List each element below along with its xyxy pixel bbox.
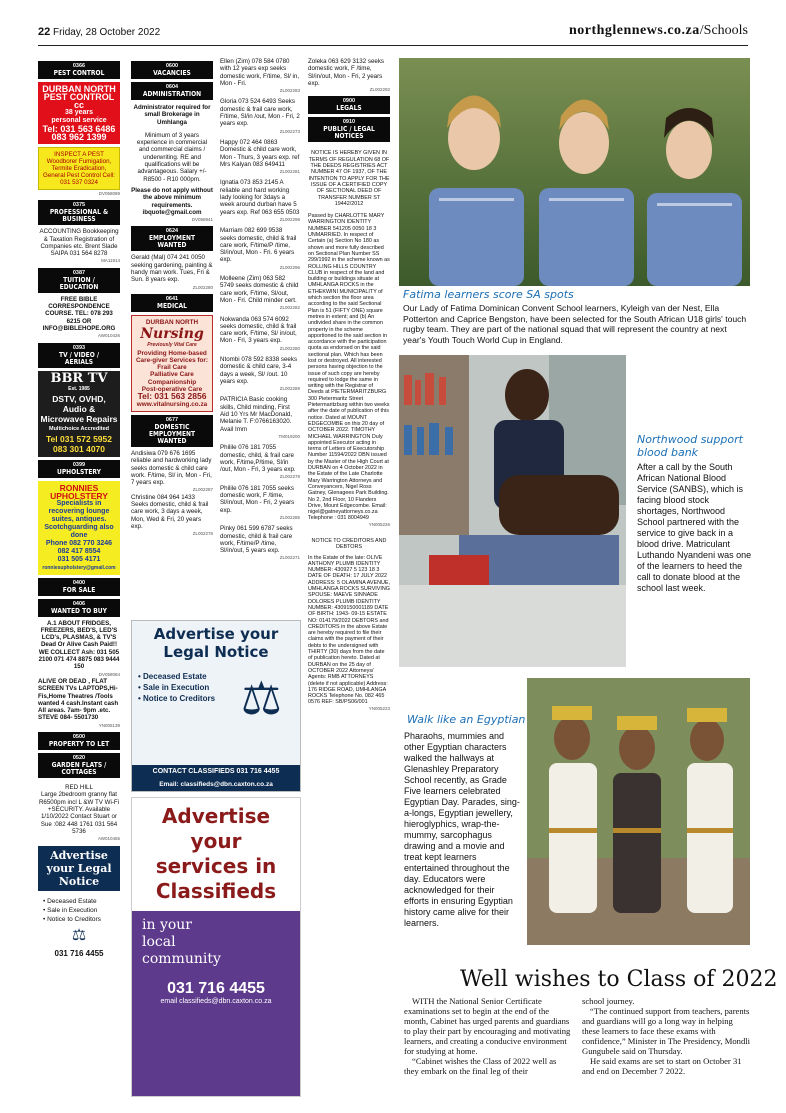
scales-of-justice-icon: ⚖	[240, 672, 282, 724]
durban-north-pest-ad: DURBAN NORTH PEST CONTROL cc 38 years personal service Tel: 031 563 6486 083 962 1399	[38, 82, 120, 144]
well-wishes-headline: Well wishes to Class of 2022	[460, 967, 778, 992]
ad-ref: ZL002287	[192, 487, 213, 493]
zoleka-ad: Zoleka 063 629 3132 seeks domestic work, F /time, Sl/in/out, Mon - Fri, 2 years exp.	[308, 58, 385, 87]
ad-ref: AW010455	[97, 836, 120, 842]
legal-item: • Sale in Execution	[43, 907, 98, 915]
classified-entry: Happy 072 464 0863 Domestic & child care work, Mon - Thurs, 3 years exp. ref Mrs Kalyan 083 649411 ZL002281	[220, 138, 300, 175]
category-upholstery: 0399 UPHOLSTERY	[38, 460, 120, 478]
deed-notice-heading: NOTICE IS HEREBY GIVEN IN TERMS OF REGULATION 68 OF THE DEEDS REGISTRIES ACT NUMBER 47 OF 1937, OF THE INTENTION TO APPLY FOR THE ISSUE OF A CERTIFIED COPY OF SECTIONAL DEED OF TRANSFER NUMBER ST 19442/2012	[308, 150, 390, 207]
accounting-ad: ACCOUNTING Bookkeeping & Taxation Registration of Companies etc. Brent Slade SAIPA 031 564 8278	[39, 228, 119, 258]
egyptian-day-photo	[527, 678, 750, 945]
ad-ref: ZL002276	[192, 531, 213, 537]
ad-ref: YN005223	[368, 705, 390, 711]
category-garden-flats: 0520 GARDEN FLATS / COTTAGES	[38, 753, 120, 778]
category-pest-control: 0366 PEST CONTROL	[38, 61, 120, 79]
classifieds-col-1	[38, 58, 120, 1110]
legal-notice-small-ad: Advertise your Legal Notice • Deceased Estate • Sale in Execution • Notice to Creditors ⚖ 031 716 4455	[38, 846, 120, 957]
category-for-sale: 0400 FOR SALE	[38, 578, 120, 596]
bbr-tv-ad: BBR TV Est. 1985 DSTV, OVHD, Audio & Microwave Repairs Multichoice Accredited Tel 031 572 5952 083 301 4070	[38, 371, 120, 457]
masthead: northglennews.co.za/Schools	[568, 23, 748, 38]
creditors-notice-body: In the Estate of the late: OLIVE ANTHONY PLUMB IDENTITY NUMBER: 430927 5 123 18 3 DATE OF DEATH: 17 JULY 2022 ADDRESS: 5 OLAMINA AVENUE, UMHLANGA ROCKS SURVIVING SPOUSE: MAEVE SINNADE DOLORES PLUMB IDENTITY NUMBER: 4309150001189 DATE OF BIRTH: 1943- 09-15 ESTATE NO: 014179/2022 DEBTORS and CREDITORS in the above Estate are hereby required to file their claims with the payment of their debts to the undersigned with THIRTY (30) days from the date of publication hereto. Dated at DURBAN on the 25 day of OCTOBER 2022 Attorneys/ Agents: RMB ATTORNEYS (delete if not applicable) Address: 176 RIDGE ROAD, UMHLANGA ROCKS Telephone No. 082 465 0576 REF: SB/PS06/001	[308, 554, 390, 706]
legal-item: • Notice to Creditors	[43, 916, 101, 924]
deed-notice-body: Passed by CHARLOTTE MARY WARRINGTON IDENTITY NUMBER 541205 0050 18 3 UNMARRIED. In respect of Certain (a) Section No 180 as shown and more fully described on Sectional Plan Number SS 299/1992 in the scheme known as ROLLING HILLS COUNTRY CLUB in respect of the land and building or buildings situate at UMHLANGA ROCKS in the ETHEKWINI MUNICIPALITY of which section the floor area according to the said Sectional Plan is 51 (FIFTY ONE) square metres in extent; and (b) An undivided share in the common property in the scheme apportioned to the said section in accordance with the participation quota as endorsed on the said sectional plan. Which has been lost or destroyed. All interested persons having objection to the issue of such copy are hereby required to lodge the same in writing with the Registrar of Deeds at PIETERMARITZBURG 300 Pietermaritz Street Pietermaritzburg within two weeks after the date of publication of this notice. Dated at MOUNT EDGECOMBE on this 20 day of OCTOBER 2022. TIMOTHY MICHAEL WARRINGTON Duly appointed Executor acting in terms of Letters of Executorship Number 11594/2022 DBN issued by the Master of the High Court at DURBAN on 4 October 2022 in the Estate of the Late Charlotte Mary Warrington Attorneys and Conveyancers, Nigel Ross Gatney, Glenagees Park Building. No 2, 2nd Floor, 10 Flanders Drive, Mount Edgecombe. Email: nigel@gatneyattorneys.co.za Telephone : 031 8004949	[308, 213, 390, 522]
red-hill-heading: RED HILL	[65, 784, 93, 792]
classifieds-col-2	[131, 58, 213, 618]
ad-ref: DV058084	[98, 671, 120, 677]
category-to-let: 0500 PROPERTY TO LET	[38, 732, 120, 750]
ad-ref: DV058089	[98, 191, 120, 196]
category-legals: 0900 LEGALS	[308, 96, 390, 114]
ad-ref: DV058941	[191, 217, 213, 223]
classified-entry: Pinky 061 599 6787 seeks domestic, child & frail care work, F/time/P /time, Sl/in/out, 5 years exp. ZL002271	[220, 525, 300, 561]
page-header	[38, 20, 748, 46]
fatima-learners-photo	[399, 58, 750, 286]
alive-or-dead-ad: ALIVE OR DEAD , FLAT SCREEN TVs LAPTOPS,Hi-Fis,Home Theatres /Tools wanted 4 cash.Instant cash All areas. 7am- 9pm .etc. STEVE 084- 5501730	[38, 677, 119, 722]
classified-entry: Nokwanda 063 574 6092 seeks domestic, child & frail care work, F/time, Sl/ in/out, Mon - Fri, 3 years exp. ZL002280	[220, 315, 300, 351]
page-info: 22 Friday, 28 October 2022	[38, 26, 161, 38]
inspect-a-pest-ad: INSPECT A PEST Woodborer Fumigation, Termite Eradication, General Pest Control Cell: 031 537 0324	[38, 147, 120, 190]
admin-vacancy-body: Minimum of 3 years experience in commercial and commercial claims / underwriting. RE and qualifications will be advantageous. Salary +/- R8500 - R10 000pm.	[136, 131, 208, 183]
category-wanted: 0406 WANTED TO BUY	[38, 599, 120, 617]
admin-vacancy-note: Please do not apply without the above minimum requirements. ibquote@gmail.com	[131, 186, 213, 216]
legal-item: • Deceased Estate	[43, 898, 97, 906]
classified-entry: Gloria 073 524 6493 Seeks domestic & frail care work, F/time, Sl/in /out, Mon - Fri, 2 years exp. ZL002273	[220, 98, 300, 134]
category-vacancies: 0600 VACANCIES	[131, 61, 213, 79]
creditors-notice-title: NOTICE TO CREDITORS AND DEBTORS	[311, 538, 387, 551]
egyptian-caption: Walk like an Egyptian	[407, 713, 526, 726]
ad-ref: YN005139	[98, 722, 120, 728]
ad-ref: MA11914	[101, 258, 120, 264]
category-tuition: 0387 TUITION / EDUCATION	[38, 268, 120, 293]
category-administration: 0604 ADMINISTRATION	[131, 82, 213, 100]
classified-entry: Molleene (Zim) 063 582 5749 seeks domestic & child care work, F/time, Sl/out, Mon - Fri. Child minder cert. ZL002282	[220, 275, 300, 311]
northwood-story: After a call by the South African National Blood Service (SANBS), which is facing blood stock shortages, Northwood School partnered with the service to give back in a blood drive. Matriculant Luthando Nyandeni was one of the learners to heed the call to donate blood at the school last week.	[637, 462, 752, 593]
fatima-caption: Fatima learners score SA spots	[403, 288, 574, 301]
gerald-ad: Gerald (Mal) 074 241 0050 seeking gardening, painting & handy man work. Tues, Fri & Sun. 8 years exp.	[131, 254, 213, 284]
northwood-caption: Northwood support blood bank	[637, 433, 743, 459]
ad-ref: AW010426	[97, 333, 120, 339]
category-medical: 0641 MEDICAL	[131, 294, 213, 312]
classified-entry: Ignatia 073 853 2145 A reliable and hard working lady looking for 3days a week around durban have 5 years exp. Ref 063 655 0503 ZL002298	[220, 179, 300, 222]
advertise-classifieds-ad: Advertise your services in Classifieds in your local community 031 716 4455 email classifieds@dbn.caxton.co.za	[131, 797, 301, 1097]
category-domestic-wanted: 0677 DOMESTIC EMPLOYMENT WANTED	[131, 415, 213, 447]
well-wishes-col-1: WITH the National Senior Certificate examinations set to begin at the end of the month, Cabinet has urged parents and guardians to play their part by encouraging and motivating learners, and creating a conducive environment for studying at home. “Cabinet wishes the Class of 2022 well as they embark on the final leg of their	[404, 996, 571, 1076]
andisiwa-ad: Andisiwa 079 676 1695 reliable and hardworking lady seeks domestic & child care work. F/time, Sl/ in, Mon - Fri, 7 years exp.	[131, 449, 212, 487]
ad-ref: ZL002280	[192, 284, 213, 290]
category-professional: 0375 PROFESSIONAL & BUSINESS	[38, 200, 120, 225]
classified-entry: PATRICIA Basic cooking skills, Child minding, First Aid 10 Yrs Mr MacDonald, Melanie T. F:0766163020. Avail Imm TM019200	[220, 396, 300, 439]
legal-item: • Sale in Execution	[138, 683, 210, 692]
classifieds-col-3	[220, 58, 300, 618]
classified-entry: Philile 076 181 7055 domestic, child, & frail care work, F/time,P/time, Sl/in /out, Mon - Fri, 3 years exp. ZL002278	[220, 444, 300, 480]
classified-entry: Ntombi 078 592 8338 seeks domestic & child care, 3-4 days a week, Sl/ /out. 10 years exp. ZL002289	[220, 355, 300, 392]
ad-ref: YN005226	[368, 521, 390, 527]
category-employment-wanted: 0624 EMPLOYMENT WANTED	[131, 226, 213, 251]
red-hill-ad: Large 2bedroom granny flat R6500pm incl L &W TV Wi-Fi +SECURITY. Available 1/10/2022 Contact Stuart or Sue :082 448 1761 031 564 5736	[38, 791, 120, 835]
ronnies-upholstery-ad: RONNIES UPHOLSTERY Specialists in recovering lounge suites, antiques. Scotchguarding also done Phone 082 770 3246 082 417 8554 031 505 4171 ronniesupholstery@gmail.com	[38, 481, 120, 575]
category-tv: 0393 TV / VIDEO / AERIALS	[38, 343, 120, 368]
legal-item: • Deceased Estate	[138, 672, 207, 681]
admin-vacancy-title: Administrator required for small Brokerage in Umhlanga	[133, 104, 211, 126]
christine-ad: Christine 084 964 1433 Seeks domestic, child & frail care work, 3 days a week, Mon, Wed & Fri, 20 years exp.	[131, 493, 209, 530]
classified-entry: Marriam 082 699 9538 seeks domestic, child & frail care work, F/time/P /time, Sl/in/out, Mon - Fri. 6 years exp. ZL002296	[220, 227, 300, 270]
bible-course-ad: FREE BIBLE CORRESPONDENCE COURSE. TEL: 078 293 6215 OR INFO@BIBLEHOPE.ORG	[42, 295, 116, 332]
ad-ref: ZL002292	[369, 87, 390, 93]
fatima-story: Our Lady of Fatima Dominican Convent School learners, Kyleigh van der Nest, Ella Potterton and Caprice Bengston, have been selected for the South African U18 girls' touch rugby team. They are part of the national squad that will represent the country at next year's Youth Touch World Cup in England.	[403, 303, 747, 345]
egyptian-story: Pharaohs, mummies and other Egyptian characters walked the hallways at Glenashley Preparatory School recently, as Grade Five learners celebrated Egyptian Day. Parades, sing-a-longs, Egyptian jewellery, hieroglyphics, wrap-the-mummy, sarcophagus drawing and a movie and treat kept learners entertained throughout the day. Educators were acknowledged for their efforts in ensuring Egyptian history came alive for their learners.	[404, 731, 520, 928]
blood-donor-photo	[399, 355, 626, 667]
scales-icon: ⚖	[71, 927, 87, 945]
classified-entry: Philile 076 181 7055 seeks domestic work, F /time, Sl/in/out, Mon - Fri, 2 years exp. ZL002285	[220, 484, 300, 520]
wanted-ad: A.1 ABOUT FRIDGES, FREEZERS, BED'S, LED'S LCD's, PLASMAS, & TV'S Dead Or Alive Cash Paid!! WE COLLECT Ash: 031 505 2100 071 474 8875 083 9444 150	[38, 619, 120, 671]
legal-notice-ad: Advertise your Legal Notice ⚖ • Deceased Estate • Sale in Execution • Notice to Creditors CONTACT CLASSIFIEDS 031 716 4455 Email: classifieds@dbn.caxton.co.za	[131, 620, 301, 792]
classifieds-col-4	[308, 58, 390, 1110]
well-wishes-col-2: school journey. “The continued support from teachers, parents and guardians will go a long way in helping these learners to face these exams with confidence,” Minister in The Presidency, Mondli Gungubele said on Thursday. He said exams are set to start on October 31 and end on December 7 2022.	[582, 996, 751, 1076]
classified-entry: Ellen (Zim) 078 584 0780 with 12 years exp seeks domestic work, F/time, Sl/ in, Mon - Fri. ZL002283	[220, 58, 300, 94]
durban-north-nursing-ad: DURBAN NORTH Nursing Previously Vital Care Providing Home-based Care-giver Services for: Frail Care Palliative Care Companionship Post-operative Care Tel: 031 563 2856 www.vitalnursing.co.za	[131, 315, 213, 412]
category-public-notices: 0910 PUBLIC / LEGAL NOTICES	[308, 117, 390, 142]
legal-item: • Notice to Creditors	[138, 694, 216, 703]
